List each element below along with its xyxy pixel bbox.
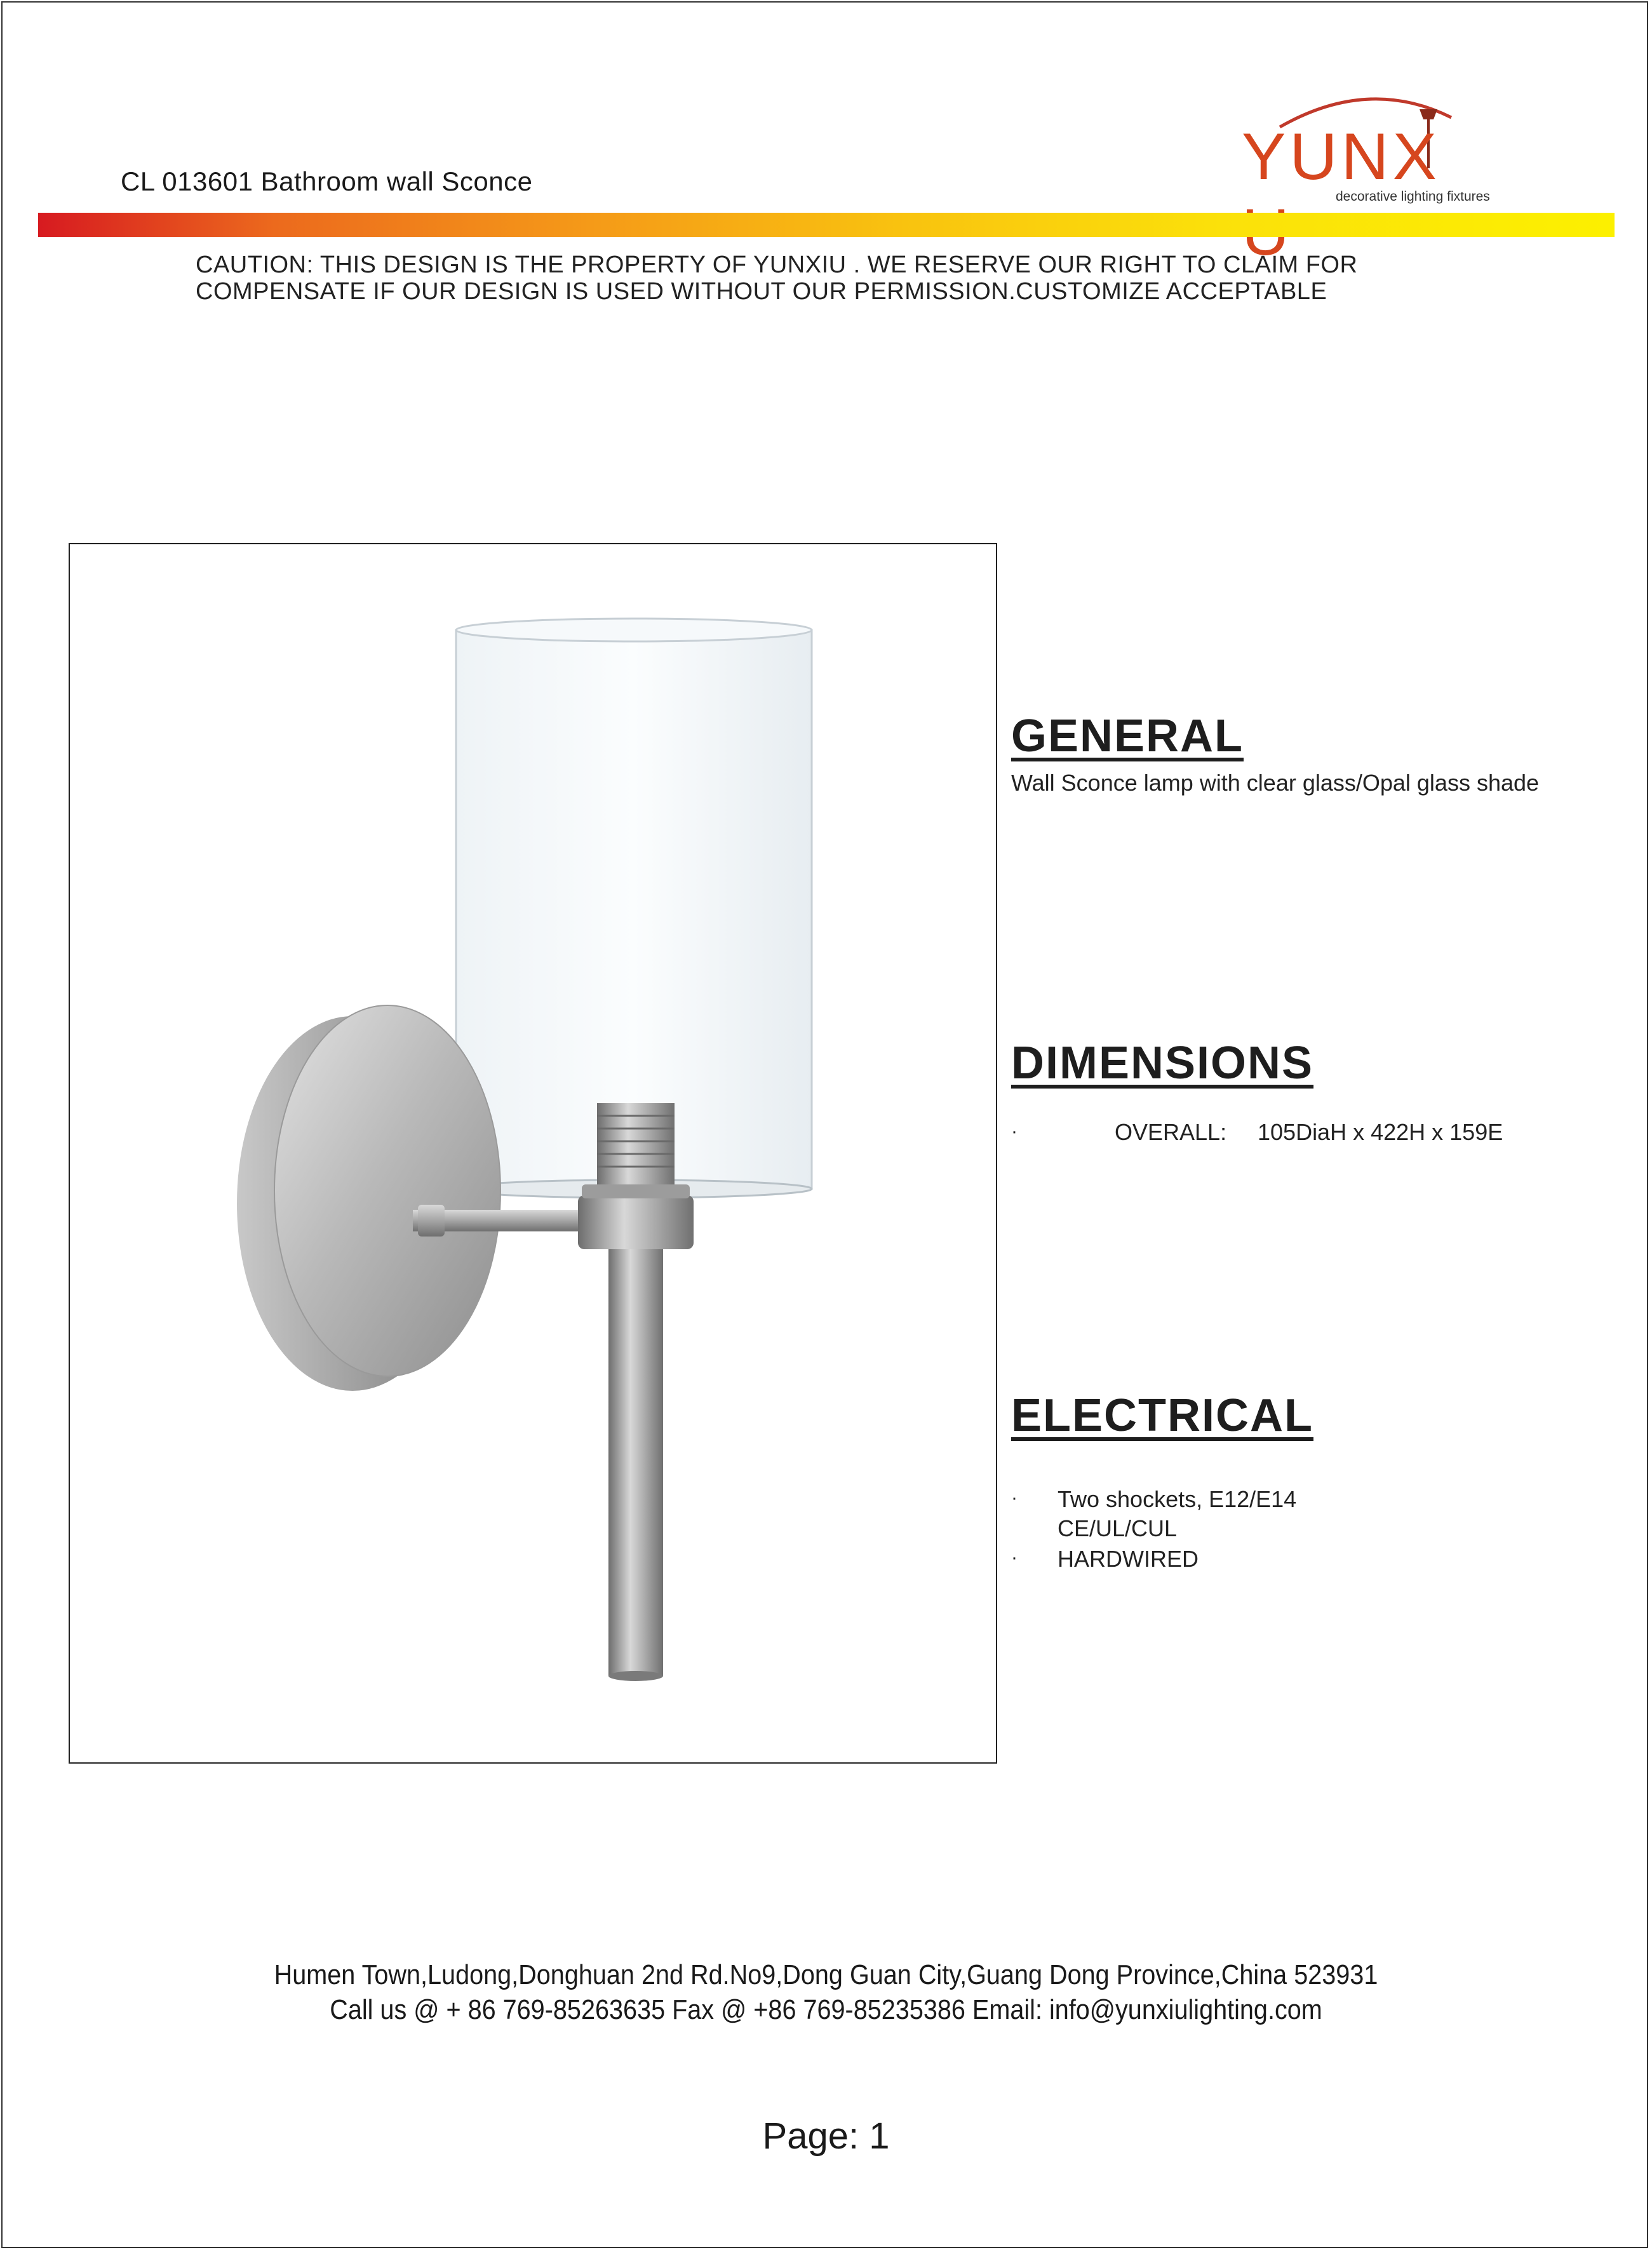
- caution-notice: [196, 251, 1466, 305]
- brand-logo: [1242, 83, 1508, 210]
- footer-contact: Call us @ + 86 769-85263635 Fax @ +86 769-85235386 Email: info@yunxiulighting.com: [330, 1994, 1322, 2025]
- wall-sconce-illustration: [70, 544, 996, 1762]
- overall-label: OVERALL:: [1115, 1119, 1227, 1145]
- footer-address: Humen Town,Ludong,Donghuan 2nd Rd.No9,Dong Guan City,Guang Dong Province,China 523931: [274, 1959, 1378, 1990]
- electrical-item-sockets: Two shockets, E12/E14: [1058, 1486, 1297, 1512]
- page-number: Page: 1: [762, 2115, 890, 2157]
- general-heading: GENERAL: [1011, 711, 1244, 761]
- caution-line-2: COMPENSATE IF OUR DESIGN IS USED WITHOUT OUR PERMISSION.CUSTOMIZE ACCEPTABLE: [196, 278, 1327, 305]
- electrical-item-hardwired: HARDWIRED: [1058, 1546, 1199, 1572]
- electrical-heading: ELECTRICAL: [1011, 1390, 1313, 1441]
- dimensions-bullet: ·: [1011, 1121, 1017, 1142]
- dimensions-heading: DIMENSIONS: [1011, 1038, 1314, 1089]
- electrical-bullet-2: ·: [1011, 1547, 1017, 1568]
- general-description: Wall Sconce lamp with clear glass/Opal glass shade: [1011, 770, 1540, 796]
- electrical-item-certification: CE/UL/CUL: [1058, 1515, 1178, 1541]
- logo-tagline: decorative lighting fixtures: [1336, 189, 1490, 204]
- product-title: CL 013601 Bathroom wall Sconce: [121, 166, 533, 196]
- electrical-bullet-1: ·: [1011, 1487, 1017, 1508]
- caution-line-1: CAUTION: THIS DESIGN IS THE PROPERTY OF YUNXIU . WE RESERVE OUR RIGHT TO CLAIM FOR: [196, 251, 1358, 278]
- logo-wordmark: YUNX: [1242, 120, 1440, 194]
- product-image-frame: [69, 543, 997, 1764]
- header-gradient-bar: [38, 213, 1615, 237]
- overall-value: 105DiaH x 422H x 159E: [1258, 1119, 1503, 1145]
